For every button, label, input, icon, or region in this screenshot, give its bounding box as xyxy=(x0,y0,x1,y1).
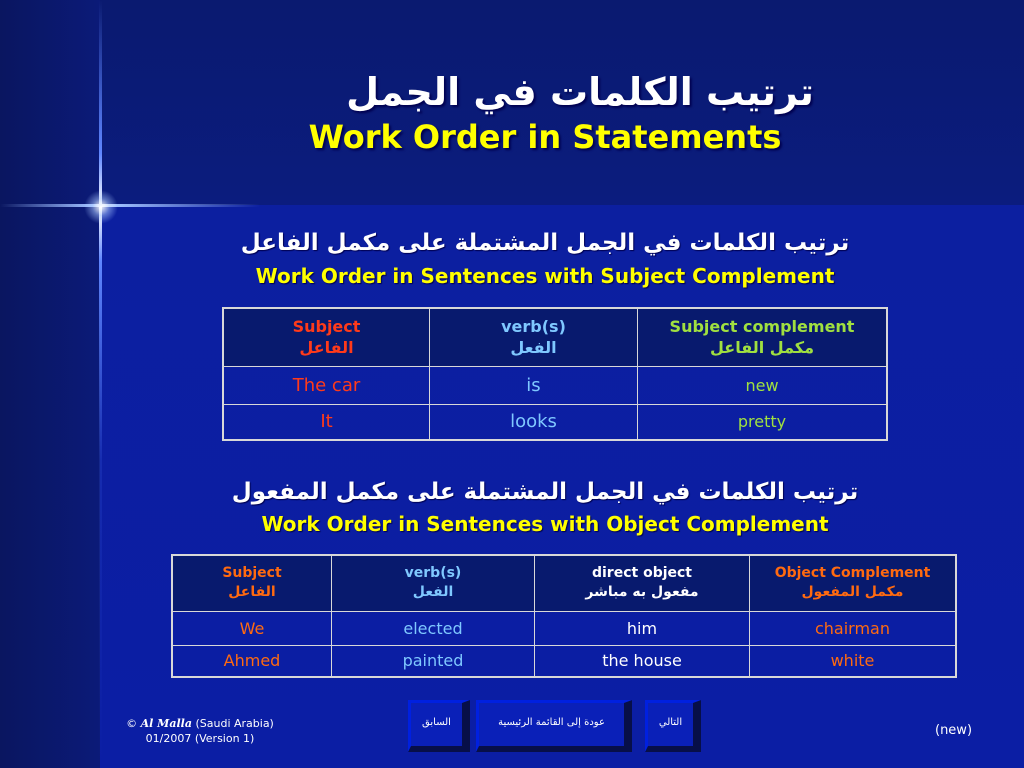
footer-line-1 xyxy=(115,716,285,731)
header-verb-en: verb(s) xyxy=(501,317,566,337)
header-subject xyxy=(223,308,430,366)
cell-subject: We xyxy=(172,611,332,645)
header-object-complement-en: Object Complement xyxy=(774,565,931,582)
cell-direct-object: him xyxy=(535,611,750,645)
header-complement-ar: مكمل الفاعل xyxy=(709,338,814,358)
cell-subject: It xyxy=(223,404,430,440)
table-row xyxy=(223,404,887,440)
table-header-row xyxy=(172,555,956,611)
header-verb xyxy=(430,308,638,366)
header-verb-ar: الفعل xyxy=(412,584,454,601)
cell-verb: looks xyxy=(430,404,638,440)
section2-heading-english: Work Order in Sentences with Object Complement xyxy=(261,512,829,536)
light-flare-vertical xyxy=(99,0,102,768)
section1-heading-arabic: ترتيب الكلمات في الجمل المشتملة على مكمل الفاعل xyxy=(240,230,850,256)
previous-button[interactable]: السابق xyxy=(408,700,470,752)
cell-subject: Ahmed xyxy=(172,645,332,677)
cell-direct-object: the house xyxy=(535,645,750,677)
header-subject-complement xyxy=(638,308,888,366)
section2-heading-arabic: ترتيب الكلمات في الجمل المشتملة على مكمل المفعول xyxy=(231,479,859,505)
header-subject-ar: الفاعل xyxy=(228,584,276,601)
cell-subject: The car xyxy=(223,366,430,404)
new-status-label: (new) xyxy=(935,723,973,738)
table-row xyxy=(172,645,956,677)
header-subject-ar: الفاعل xyxy=(299,338,354,358)
next-button[interactable]: التالي xyxy=(645,700,701,752)
table-header-row xyxy=(223,308,887,366)
footer-country: (Saudi Arabia) xyxy=(195,717,274,730)
left-band xyxy=(0,0,100,768)
cell-verb: painted xyxy=(332,645,535,677)
header-complement-en: Subject complement xyxy=(669,317,855,337)
light-flare-icon xyxy=(84,190,118,224)
header-subject xyxy=(172,555,332,611)
table-row xyxy=(172,611,956,645)
footer-brand: Al Malla xyxy=(140,717,192,730)
light-flare-horizontal xyxy=(0,204,260,207)
cell-complement: pretty xyxy=(638,404,888,440)
header-direct-object-en: direct object xyxy=(591,565,692,582)
table-row xyxy=(223,366,887,404)
header-object-complement-ar: مكمل المفعول xyxy=(801,584,904,601)
header-verb-ar: الفعل xyxy=(510,338,557,358)
header-direct-object xyxy=(535,555,750,611)
header-subject-en: Subject xyxy=(222,565,282,582)
copyright-symbol: © xyxy=(126,717,138,730)
page-title-arabic: ترتيب الكلمات في الجمل xyxy=(346,70,814,114)
cell-verb: is xyxy=(430,366,638,404)
header-object-complement xyxy=(750,555,957,611)
cell-object-complement: white xyxy=(750,645,957,677)
object-complement-table xyxy=(171,554,957,678)
section1-heading-english: Work Order in Sentences with Subject Complement xyxy=(255,264,835,288)
footer-credit xyxy=(115,716,285,746)
page-title-english: Work Order in Statements xyxy=(308,118,782,156)
header-direct-object-ar: مفعول به مباشر xyxy=(585,584,699,601)
header-verb-en: verb(s) xyxy=(404,565,462,582)
home-menu-button[interactable]: عودة إلى القائمة الرئيسية xyxy=(476,700,632,752)
cell-verb: elected xyxy=(332,611,535,645)
footer-version: 01/2007 (Version 1) xyxy=(145,732,255,745)
header-subject-en: Subject xyxy=(292,317,361,337)
header-verb xyxy=(332,555,535,611)
cell-object-complement: chairman xyxy=(750,611,957,645)
cell-complement: new xyxy=(638,366,888,404)
subject-complement-table xyxy=(222,307,888,441)
